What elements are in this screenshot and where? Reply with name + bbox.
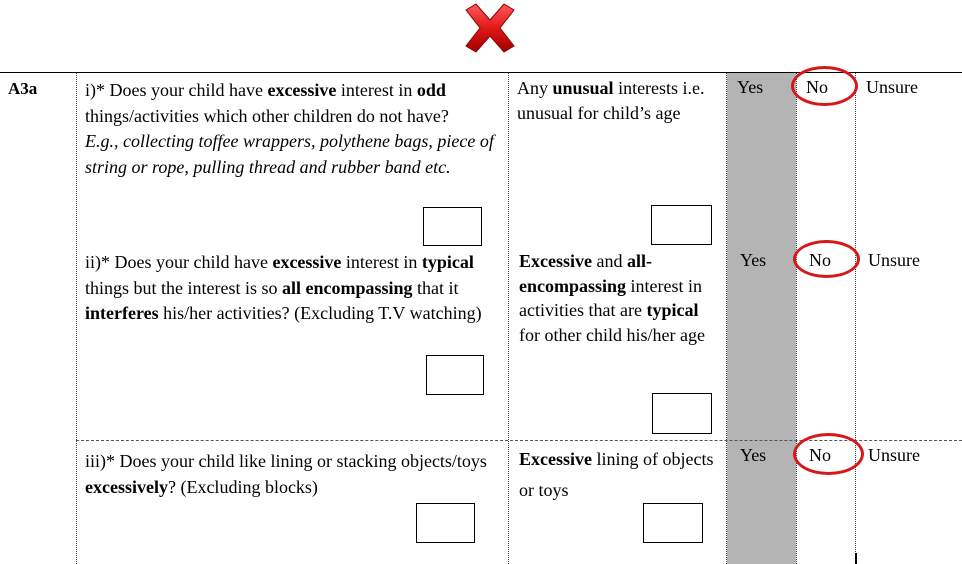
criterion-box-2[interactable] [652,393,712,434]
question-1: i)* Does your child have excessive interest in odd things/activities which other children do not have? E.g., collecting toffee wrappers, polythene bags, piece of string or rope, pulling thread and rubber band etc. [85,80,494,177]
column-divider [726,73,727,564]
no-selection-circle-1 [791,66,858,106]
answer-box-2[interactable] [426,355,484,395]
option-unsure-2[interactable]: Unsure [868,250,920,270]
criterion-1: Any unusual interests i.e. unusual for child’s age [517,78,705,123]
column-divider [508,73,509,564]
question-2: ii)* Does your child have excessive interest in typical things but the interest is so all encompassing that it interferes his/her activities? (Excluding T.V watching) [85,252,482,324]
no-selection-circle-2 [793,240,860,278]
option-yes-1[interactable]: Yes [737,77,764,97]
column-divider [855,73,856,564]
yes-column-shading [727,73,796,564]
option-yes-3[interactable]: Yes [740,445,767,465]
question-1-example: E.g., collecting toffee wrappers, polythene bags, piece of string or rope, pulling thread and rubber band etc. [85,131,494,177]
column-divider [796,73,797,564]
option-unsure-1[interactable]: Unsure [866,77,918,97]
red-x-icon [462,2,518,54]
criterion-box-1[interactable] [651,205,712,245]
option-no-3[interactable]: No [809,445,831,465]
criterion-2: Excessive and all-encompassing interest in activities that are typical for other child his/her age [519,251,705,345]
answer-box-1[interactable] [423,207,482,246]
answer-box-3[interactable] [416,503,475,543]
criterion-box-3[interactable] [643,503,703,543]
no-selection-circle-3 [793,433,864,475]
option-yes-2[interactable]: Yes [740,250,767,270]
option-no-1[interactable]: No [806,77,828,97]
item-code: A3a [8,79,38,98]
option-no-2[interactable]: No [809,250,831,270]
option-unsure-3[interactable]: Unsure [868,445,920,465]
column-divider [76,73,77,564]
question-3: iii)* Does your child like lining or stacking objects/toys excessively? (Excluding blocks) [85,451,487,497]
criterion-3: Excessive lining of objects or toys [519,449,714,500]
table-tick [855,553,857,564]
